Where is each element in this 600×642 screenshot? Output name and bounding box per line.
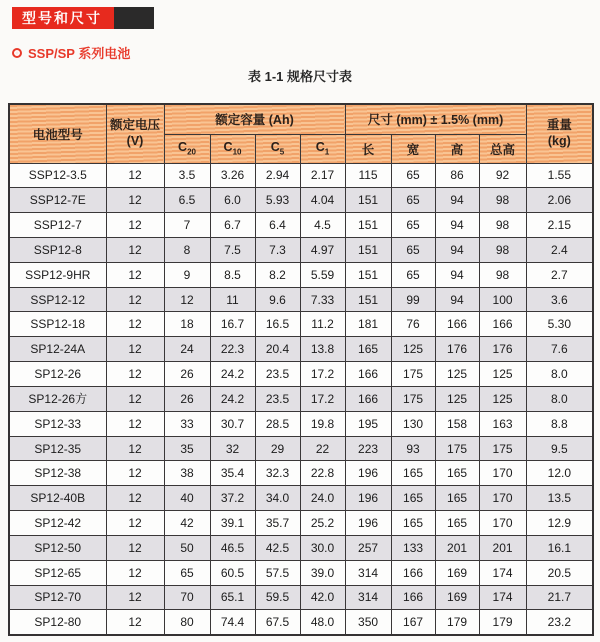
cell-c20: 26 xyxy=(164,362,210,387)
cell-c5: 67.5 xyxy=(255,610,300,635)
cell-height: 94 xyxy=(435,213,479,238)
spec-table xyxy=(8,103,594,636)
table-row xyxy=(9,213,593,238)
cell-model: SP12-50 xyxy=(9,535,106,560)
cell-width: 65 xyxy=(391,262,435,287)
cell-model: SSP12-18 xyxy=(9,312,106,337)
table-row xyxy=(9,411,593,436)
cell-c1: 24.0 xyxy=(300,486,345,511)
cell-c20: 70 xyxy=(164,585,210,610)
title-black-block xyxy=(114,7,154,29)
cell-model: SSP12-3.5 xyxy=(9,163,106,188)
cell-c20: 40 xyxy=(164,486,210,511)
cell-c1: 5.59 xyxy=(300,262,345,287)
cell-c20: 65 xyxy=(164,560,210,585)
cell-c10: 16.7 xyxy=(210,312,255,337)
cell-height: 169 xyxy=(435,560,479,585)
cell-width: 65 xyxy=(391,163,435,188)
section-title: 型号和尺寸 xyxy=(12,7,114,29)
table-caption: 表 1-1 规格尺寸表 xyxy=(247,69,352,84)
cell-c1: 25.2 xyxy=(300,511,345,536)
cell-c10: 24.2 xyxy=(210,362,255,387)
voltage-label-line2: (V) xyxy=(126,133,144,148)
cell-weight: 8.8 xyxy=(526,411,593,436)
cell-weight: 2.4 xyxy=(526,237,593,262)
table-row xyxy=(9,262,593,287)
cell-c10: 32 xyxy=(210,436,255,461)
cell-c1: 7.33 xyxy=(300,287,345,312)
cell-length: 166 xyxy=(345,362,391,387)
cell-total-height: 166 xyxy=(479,312,526,337)
cell-height: 165 xyxy=(435,511,479,536)
cell-weight: 12.0 xyxy=(526,461,593,486)
table-row xyxy=(9,312,593,337)
cell-voltage: 12 xyxy=(106,585,164,610)
cell-c5: 34.0 xyxy=(255,486,300,511)
cell-voltage: 12 xyxy=(106,362,164,387)
cell-length: 314 xyxy=(345,560,391,585)
cell-c10: 6.0 xyxy=(210,188,255,213)
col-header-c5: $C_5$ xyxy=(255,134,300,163)
cell-voltage: 12 xyxy=(106,262,164,287)
cell-c10: 6.7 xyxy=(210,213,255,238)
cell-length: 195 xyxy=(345,411,391,436)
cell-c10: 37.2 xyxy=(210,486,255,511)
table-row xyxy=(9,337,593,362)
cell-c10: 3.26 xyxy=(210,163,255,188)
cell-length: 151 xyxy=(345,237,391,262)
cell-model: SSP12-8 xyxy=(9,237,106,262)
cell-model: SP12-26方 xyxy=(9,386,106,411)
cell-total-height: 98 xyxy=(479,188,526,213)
cell-height: 125 xyxy=(435,386,479,411)
cell-width: 76 xyxy=(391,312,435,337)
cell-length: 196 xyxy=(345,511,391,536)
cell-c1: 17.2 xyxy=(300,362,345,387)
cell-c20: 42 xyxy=(164,511,210,536)
cell-voltage: 12 xyxy=(106,436,164,461)
cell-length: 257 xyxy=(345,535,391,560)
cell-height: 166 xyxy=(435,312,479,337)
cell-c20: 35 xyxy=(164,436,210,461)
cell-width: 165 xyxy=(391,461,435,486)
cell-length: 165 xyxy=(345,337,391,362)
cell-voltage: 12 xyxy=(106,486,164,511)
cell-voltage: 12 xyxy=(106,188,164,213)
cell-c20: 24 xyxy=(164,337,210,362)
cell-weight: 5.30 xyxy=(526,312,593,337)
cell-c5: 16.5 xyxy=(255,312,300,337)
cell-c10: 35.4 xyxy=(210,461,255,486)
cell-weight: 8.0 xyxy=(526,386,593,411)
cell-total-height: 174 xyxy=(479,560,526,585)
cell-c20: 9 xyxy=(164,262,210,287)
cell-c1: 19.8 xyxy=(300,411,345,436)
cell-weight: 13.5 xyxy=(526,486,593,511)
cell-c10: 11 xyxy=(210,287,255,312)
cell-height: 165 xyxy=(435,486,479,511)
table-row xyxy=(9,610,593,635)
cell-model: SP12-70 xyxy=(9,585,106,610)
col-header-width: 宽 xyxy=(391,134,435,163)
cell-c1: 13.8 xyxy=(300,337,345,362)
cell-voltage: 12 xyxy=(106,337,164,362)
series-label: SSP/SP 系列电池 xyxy=(28,46,131,61)
cell-width: 125 xyxy=(391,337,435,362)
cell-weight: 12.9 xyxy=(526,511,593,536)
cell-c1: 42.0 xyxy=(300,585,345,610)
table-row xyxy=(9,535,593,560)
cell-length: 166 xyxy=(345,386,391,411)
cell-weight: 9.5 xyxy=(526,436,593,461)
table-row xyxy=(9,560,593,585)
cell-model: SP12-42 xyxy=(9,511,106,536)
cell-width: 93 xyxy=(391,436,435,461)
cell-c10: 30.7 xyxy=(210,411,255,436)
cell-weight: 23.2 xyxy=(526,610,593,635)
cell-width: 166 xyxy=(391,585,435,610)
cell-c5: 7.3 xyxy=(255,237,300,262)
table-row xyxy=(9,486,593,511)
cell-c1: 22.8 xyxy=(300,461,345,486)
cell-width: 65 xyxy=(391,213,435,238)
cell-height: 94 xyxy=(435,287,479,312)
cell-c20: 80 xyxy=(164,610,210,635)
cell-model: SP12-24A xyxy=(9,337,106,362)
cell-voltage: 12 xyxy=(106,237,164,262)
cell-weight: 8.0 xyxy=(526,362,593,387)
cell-c20: 8 xyxy=(164,237,210,262)
cell-c5: 32.3 xyxy=(255,461,300,486)
cell-total-height: 98 xyxy=(479,213,526,238)
col-group-capacity: 额定容量 (Ah) xyxy=(164,104,345,134)
cell-weight: 2.15 xyxy=(526,213,593,238)
col-header-total-height: 总高 xyxy=(479,134,526,163)
cell-c20: 50 xyxy=(164,535,210,560)
cell-c1: 11.2 xyxy=(300,312,345,337)
cell-c5: 57.5 xyxy=(255,560,300,585)
cell-voltage: 12 xyxy=(106,287,164,312)
cell-voltage: 12 xyxy=(106,312,164,337)
cell-model: SSP12-7E xyxy=(9,188,106,213)
cell-model: SP12-65 xyxy=(9,560,106,585)
cell-width: 165 xyxy=(391,511,435,536)
cell-c10: 65.1 xyxy=(210,585,255,610)
cell-weight: 2.7 xyxy=(526,262,593,287)
cell-c1: 39.0 xyxy=(300,560,345,585)
cell-total-height: 174 xyxy=(479,585,526,610)
cell-c5: 9.6 xyxy=(255,287,300,312)
cell-total-height: 125 xyxy=(479,386,526,411)
cell-total-height: 98 xyxy=(479,262,526,287)
voltage-label-line1: 额定电压 xyxy=(109,118,160,133)
cell-length: 196 xyxy=(345,486,391,511)
cell-voltage: 12 xyxy=(106,163,164,188)
cell-height: 176 xyxy=(435,337,479,362)
cell-c20: 38 xyxy=(164,461,210,486)
cell-model: SSP12-7 xyxy=(9,213,106,238)
cell-c10: 7.5 xyxy=(210,237,255,262)
cell-width: 130 xyxy=(391,411,435,436)
weight-label-line2: (kg) xyxy=(547,133,571,148)
cell-voltage: 12 xyxy=(106,511,164,536)
table-row xyxy=(9,237,593,262)
cell-voltage: 12 xyxy=(106,610,164,635)
col-header-c10: $C_{10}$ xyxy=(210,134,255,163)
cell-height: 158 xyxy=(435,411,479,436)
cell-height: 86 xyxy=(435,163,479,188)
cell-model: SP12-38 xyxy=(9,461,106,486)
cell-c20: 26 xyxy=(164,386,210,411)
cell-width: 167 xyxy=(391,610,435,635)
cell-model: SP12-33 xyxy=(9,411,106,436)
series-heading xyxy=(12,43,130,62)
cell-c5: 28.5 xyxy=(255,411,300,436)
cell-c20: 33 xyxy=(164,411,210,436)
cell-c10: 39.1 xyxy=(210,511,255,536)
table-row xyxy=(9,287,593,312)
cell-height: 169 xyxy=(435,585,479,610)
cell-length: 196 xyxy=(345,461,391,486)
cell-c5: 8.2 xyxy=(255,262,300,287)
cell-weight: 21.7 xyxy=(526,585,593,610)
cell-voltage: 12 xyxy=(106,213,164,238)
col-header-voltage xyxy=(106,104,164,163)
cell-length: 181 xyxy=(345,312,391,337)
cell-length: 151 xyxy=(345,287,391,312)
cell-model: SP12-80 xyxy=(9,610,106,635)
cell-length: 151 xyxy=(345,262,391,287)
cell-c1: 30.0 xyxy=(300,535,345,560)
spec-table-header xyxy=(9,104,593,163)
cell-length: 314 xyxy=(345,585,391,610)
cell-c10: 74.4 xyxy=(210,610,255,635)
cell-total-height: 170 xyxy=(479,486,526,511)
cell-model: SP12-40B xyxy=(9,486,106,511)
cell-c5: 2.94 xyxy=(255,163,300,188)
cell-model: SSP12-12 xyxy=(9,287,106,312)
weight-label-line1: 重量 xyxy=(546,118,572,133)
cell-c1: 17.2 xyxy=(300,386,345,411)
cell-width: 133 xyxy=(391,535,435,560)
cell-height: 165 xyxy=(435,461,479,486)
cell-c10: 60.5 xyxy=(210,560,255,585)
col-header-c1: $C_1$ xyxy=(300,134,345,163)
cell-width: 65 xyxy=(391,237,435,262)
cell-voltage: 12 xyxy=(106,461,164,486)
cell-width: 99 xyxy=(391,287,435,312)
cell-c20: 12 xyxy=(164,287,210,312)
table-row xyxy=(9,386,593,411)
cell-weight: 20.5 xyxy=(526,560,593,585)
cell-total-height: 98 xyxy=(479,237,526,262)
cell-c5: 59.5 xyxy=(255,585,300,610)
cell-total-height: 179 xyxy=(479,610,526,635)
cell-model: SP12-35 xyxy=(9,436,106,461)
cell-length: 115 xyxy=(345,163,391,188)
cell-width: 175 xyxy=(391,386,435,411)
cell-c20: 6.5 xyxy=(164,188,210,213)
table-row xyxy=(9,511,593,536)
cell-c1: 4.5 xyxy=(300,213,345,238)
cell-total-height: 170 xyxy=(479,461,526,486)
cell-total-height: 100 xyxy=(479,287,526,312)
cell-length: 223 xyxy=(345,436,391,461)
col-group-dimensions: 尺寸 (mm) ± 1.5% (mm) xyxy=(345,104,526,134)
table-row xyxy=(9,585,593,610)
cell-c10: 46.5 xyxy=(210,535,255,560)
cell-weight: 7.6 xyxy=(526,337,593,362)
cell-total-height: 125 xyxy=(479,362,526,387)
cell-total-height: 175 xyxy=(479,436,526,461)
cell-model: SP12-26 xyxy=(9,362,106,387)
cell-c20: 3.5 xyxy=(164,163,210,188)
cell-c1: 48.0 xyxy=(300,610,345,635)
cell-c5: 5.93 xyxy=(255,188,300,213)
cell-height: 94 xyxy=(435,188,479,213)
cell-c5: 42.5 xyxy=(255,535,300,560)
cell-total-height: 92 xyxy=(479,163,526,188)
table-row xyxy=(9,362,593,387)
cell-model: SSP12-9HR xyxy=(9,262,106,287)
col-header-model: 电池型号 xyxy=(9,104,106,163)
cell-c1: 22 xyxy=(300,436,345,461)
cell-length: 350 xyxy=(345,610,391,635)
cell-height: 179 xyxy=(435,610,479,635)
cell-voltage: 12 xyxy=(106,560,164,585)
cell-height: 175 xyxy=(435,436,479,461)
table-row xyxy=(9,188,593,213)
cell-c10: 22.3 xyxy=(210,337,255,362)
cell-weight: 1.55 xyxy=(526,163,593,188)
cell-height: 125 xyxy=(435,362,479,387)
cell-width: 175 xyxy=(391,362,435,387)
cell-voltage: 12 xyxy=(106,411,164,436)
table-row xyxy=(9,163,593,188)
cell-c1: 2.17 xyxy=(300,163,345,188)
col-header-height: 高 xyxy=(435,134,479,163)
cell-c5: 23.5 xyxy=(255,386,300,411)
cell-c1: 4.04 xyxy=(300,188,345,213)
col-header-weight xyxy=(526,104,593,163)
cell-total-height: 201 xyxy=(479,535,526,560)
table-row xyxy=(9,461,593,486)
table-row xyxy=(9,436,593,461)
cell-c1: 4.97 xyxy=(300,237,345,262)
cell-c5: 23.5 xyxy=(255,362,300,387)
cell-c20: 7 xyxy=(164,213,210,238)
cell-weight: 16.1 xyxy=(526,535,593,560)
cell-voltage: 12 xyxy=(106,386,164,411)
cell-length: 151 xyxy=(345,188,391,213)
cell-total-height: 170 xyxy=(479,511,526,536)
cell-c20: 18 xyxy=(164,312,210,337)
bullseye-bullet-icon xyxy=(12,48,22,58)
cell-c5: 20.4 xyxy=(255,337,300,362)
cell-c10: 8.5 xyxy=(210,262,255,287)
cell-width: 165 xyxy=(391,486,435,511)
cell-total-height: 176 xyxy=(479,337,526,362)
spec-table-body xyxy=(9,163,593,635)
cell-c5: 29 xyxy=(255,436,300,461)
section-title-bar xyxy=(12,7,154,29)
cell-weight: 2.06 xyxy=(526,188,593,213)
col-header-c20: $C_{20}$ xyxy=(164,134,210,163)
cell-height: 201 xyxy=(435,535,479,560)
cell-weight: 3.6 xyxy=(526,287,593,312)
cell-height: 94 xyxy=(435,237,479,262)
cell-c10: 24.2 xyxy=(210,386,255,411)
cell-width: 166 xyxy=(391,560,435,585)
cell-width: 65 xyxy=(391,188,435,213)
cell-voltage: 12 xyxy=(106,535,164,560)
cell-length: 151 xyxy=(345,213,391,238)
cell-c5: 35.7 xyxy=(255,511,300,536)
cell-height: 94 xyxy=(435,262,479,287)
col-header-length: 长 xyxy=(345,134,391,163)
cell-c5: 6.4 xyxy=(255,213,300,238)
cell-total-height: 163 xyxy=(479,411,526,436)
